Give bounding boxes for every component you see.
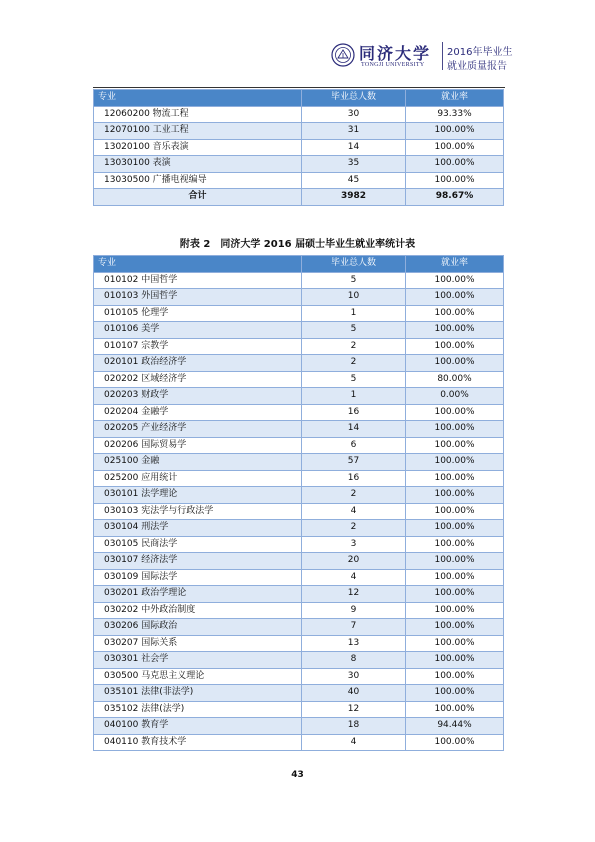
table-row <box>94 272 504 289</box>
page-header <box>0 0 595 80</box>
count-cell: 1 <box>302 305 406 322</box>
count-cell: 35 <box>302 156 406 173</box>
count-cell: 57 <box>302 454 406 471</box>
count-cell: 45 <box>302 172 406 189</box>
rate-cell: 80.00% <box>406 371 504 388</box>
major-cell: 030202 中外政治制度 <box>94 602 302 619</box>
rate-cell: 100.00% <box>406 503 504 520</box>
university-logo-text: 同济大学 <box>359 44 432 63</box>
column-header-count: 毕业总人数 <box>302 256 406 273</box>
count-cell: 6 <box>302 437 406 454</box>
major-cell: 030104 刑法学 <box>94 520 302 537</box>
table-row <box>94 470 504 487</box>
table-row <box>94 289 504 306</box>
major-cell: 030201 政治学理论 <box>94 586 302 603</box>
count-cell: 18 <box>302 718 406 735</box>
major-cell: 030101 法学理论 <box>94 487 302 504</box>
table-row <box>94 172 504 189</box>
table-row <box>94 569 504 586</box>
employment-table-continued <box>93 89 504 206</box>
count-cell: 4 <box>302 569 406 586</box>
table-row <box>94 388 504 405</box>
major-cell: 030207 国际关系 <box>94 635 302 652</box>
count-cell: 2 <box>302 355 406 372</box>
count-cell: 4 <box>302 734 406 751</box>
table-row <box>94 305 504 322</box>
table-header-row <box>94 256 504 273</box>
university-logo-english: TONGJI UNIVERSITY <box>361 62 425 68</box>
rate-cell: 100.00% <box>406 536 504 553</box>
table-row <box>94 338 504 355</box>
major-cell: 010106 美学 <box>94 322 302 339</box>
major-cell: 020203 财政学 <box>94 388 302 405</box>
table-row <box>94 355 504 372</box>
major-cell: 020206 国际贸易学 <box>94 437 302 454</box>
header-divider <box>442 42 443 70</box>
table-row <box>94 586 504 603</box>
rate-cell: 100.00% <box>406 404 504 421</box>
count-cell: 12 <box>302 701 406 718</box>
rate-cell: 100.00% <box>406 635 504 652</box>
major-cell: 020204 金融学 <box>94 404 302 421</box>
major-cell: 010105 伦理学 <box>94 305 302 322</box>
rate-cell: 100.00% <box>406 685 504 702</box>
rate-cell: 100.00% <box>406 602 504 619</box>
count-cell: 7 <box>302 619 406 636</box>
rate-cell: 100.00% <box>406 139 504 156</box>
university-seal-icon <box>331 43 355 67</box>
rate-cell: 100.00% <box>406 652 504 669</box>
count-cell: 2 <box>302 487 406 504</box>
column-header-major: 专业 <box>94 256 302 273</box>
table-header-row <box>94 90 504 107</box>
major-cell: 010107 宗教学 <box>94 338 302 355</box>
table-caption: 附表 2 同济大学 2016 届硕士毕业生就业率统计表 <box>179 239 416 250</box>
major-cell: 040110 教育技术学 <box>94 734 302 751</box>
report-title-line1: 2016年毕业生 <box>447 47 513 58</box>
rate-cell: 100.00% <box>406 520 504 537</box>
rate-cell: 100.00% <box>406 553 504 570</box>
rate-cell: 100.00% <box>406 586 504 603</box>
count-cell: 5 <box>302 371 406 388</box>
rate-cell: 0.00% <box>406 388 504 405</box>
major-cell: 13020100 音乐表演 <box>94 139 302 156</box>
table-row <box>94 503 504 520</box>
column-header-rate: 就业率 <box>406 90 504 107</box>
table-row <box>94 371 504 388</box>
count-cell: 2 <box>302 520 406 537</box>
count-cell: 14 <box>302 139 406 156</box>
count-cell: 2 <box>302 338 406 355</box>
table-row <box>94 718 504 735</box>
major-cell: 12060200 物流工程 <box>94 106 302 123</box>
major-cell: 035102 法律(法学) <box>94 701 302 718</box>
rate-cell: 100.00% <box>406 487 504 504</box>
count-cell: 5 <box>302 272 406 289</box>
count-cell: 9 <box>302 602 406 619</box>
major-cell: 030109 国际法学 <box>94 569 302 586</box>
rate-cell: 100.00% <box>406 421 504 438</box>
major-cell: 025100 金融 <box>94 454 302 471</box>
count-cell: 20 <box>302 553 406 570</box>
major-cell: 020205 产业经济学 <box>94 421 302 438</box>
rate-cell: 100.00% <box>406 454 504 471</box>
table-row <box>94 701 504 718</box>
column-header-count: 毕业总人数 <box>302 90 406 107</box>
table-row <box>94 685 504 702</box>
rate-cell: 100.00% <box>406 470 504 487</box>
count-cell: 14 <box>302 421 406 438</box>
major-cell: 030500 马克思主义理论 <box>94 668 302 685</box>
count-cell: 30 <box>302 106 406 123</box>
total-count: 3982 <box>302 189 406 206</box>
rate-cell: 100.00% <box>406 172 504 189</box>
table-row <box>94 322 504 339</box>
table-total-row <box>94 189 504 206</box>
major-cell: 035101 法律(非法学) <box>94 685 302 702</box>
count-cell: 30 <box>302 668 406 685</box>
rate-cell: 100.00% <box>406 338 504 355</box>
table-row <box>94 123 504 140</box>
table-row <box>94 106 504 123</box>
table-row <box>94 536 504 553</box>
count-cell: 1 <box>302 388 406 405</box>
table-row <box>94 520 504 537</box>
major-cell: 030301 社会学 <box>94 652 302 669</box>
rate-cell: 100.00% <box>406 289 504 306</box>
table-top-rule <box>93 87 505 88</box>
report-title-line2: 就业质量报告 <box>447 61 507 72</box>
rate-cell: 100.00% <box>406 123 504 140</box>
table-row <box>94 454 504 471</box>
table-row <box>94 602 504 619</box>
count-cell: 16 <box>302 404 406 421</box>
major-cell: 13030500 广播电视编导 <box>94 172 302 189</box>
count-cell: 16 <box>302 470 406 487</box>
rate-cell: 100.00% <box>406 305 504 322</box>
rate-cell: 100.00% <box>406 701 504 718</box>
rate-cell: 100.00% <box>406 437 504 454</box>
total-label: 合计 <box>94 189 302 206</box>
table-body <box>94 272 504 751</box>
major-cell: 020202 区域经济学 <box>94 371 302 388</box>
count-cell: 8 <box>302 652 406 669</box>
count-cell: 13 <box>302 635 406 652</box>
count-cell: 4 <box>302 503 406 520</box>
major-cell: 010103 外国哲学 <box>94 289 302 306</box>
table-row <box>94 635 504 652</box>
rate-cell: 100.00% <box>406 569 504 586</box>
table-row <box>94 421 504 438</box>
table-row <box>94 668 504 685</box>
major-cell: 13030100 表演 <box>94 156 302 173</box>
major-cell: 020101 政治经济学 <box>94 355 302 372</box>
major-cell: 025200 应用统计 <box>94 470 302 487</box>
table-row <box>94 437 504 454</box>
table-row <box>94 404 504 421</box>
table-row <box>94 139 504 156</box>
column-header-rate: 就业率 <box>406 256 504 273</box>
count-cell: 12 <box>302 586 406 603</box>
table-row <box>94 156 504 173</box>
count-cell: 40 <box>302 685 406 702</box>
major-cell: 030206 国际政治 <box>94 619 302 636</box>
table-row <box>94 487 504 504</box>
rate-cell: 100.00% <box>406 668 504 685</box>
major-cell: 010102 中国哲学 <box>94 272 302 289</box>
rate-cell: 100.00% <box>406 322 504 339</box>
total-rate: 98.67% <box>406 189 504 206</box>
rate-cell: 94.44% <box>406 718 504 735</box>
rate-cell: 93.33% <box>406 106 504 123</box>
page-number: 43 <box>291 770 304 780</box>
table-row <box>94 553 504 570</box>
column-header-major: 专业 <box>94 90 302 107</box>
count-cell: 3 <box>302 536 406 553</box>
count-cell: 5 <box>302 322 406 339</box>
rate-cell: 100.00% <box>406 734 504 751</box>
table-row <box>94 734 504 751</box>
major-cell: 030107 经济法学 <box>94 553 302 570</box>
rate-cell: 100.00% <box>406 272 504 289</box>
count-cell: 10 <box>302 289 406 306</box>
major-cell: 12070100 工业工程 <box>94 123 302 140</box>
major-cell: 040100 教育学 <box>94 718 302 735</box>
count-cell: 31 <box>302 123 406 140</box>
masters-employment-table <box>93 255 504 751</box>
table-row <box>94 619 504 636</box>
major-cell: 030105 民商法学 <box>94 536 302 553</box>
rate-cell: 100.00% <box>406 156 504 173</box>
rate-cell: 100.00% <box>406 619 504 636</box>
major-cell: 030103 宪法学与行政法学 <box>94 503 302 520</box>
rate-cell: 100.00% <box>406 355 504 372</box>
table-row <box>94 652 504 669</box>
